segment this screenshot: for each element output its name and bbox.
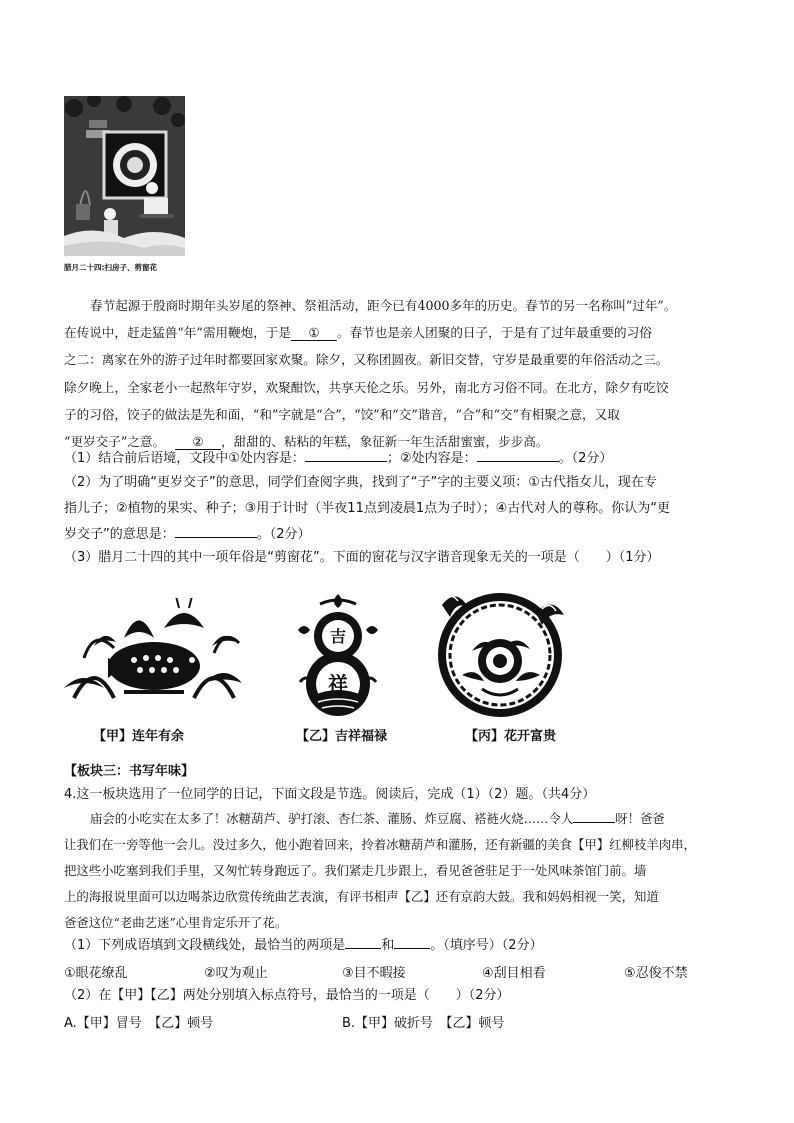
passage-spring-festival (64, 292, 736, 455)
peony-icon (432, 585, 570, 719)
papercut-fish-lotus (64, 598, 242, 710)
idiom-option[interactable]: ②叹为观止 (204, 966, 268, 981)
answer-blank-4b[interactable] (394, 934, 430, 949)
idiom-option[interactable]: ③目不暇接 (342, 966, 406, 981)
idiom-option[interactable]: ④刮目相看 (482, 966, 546, 981)
diary-passage (64, 806, 736, 936)
idiom-option[interactable]: ⑤忍俊不禁 (624, 966, 688, 981)
answer-blank-4a[interactable] (345, 934, 381, 949)
answer-blank-3[interactable] (175, 523, 257, 538)
diary-line: 庙会的小吃实在太多了！冰糖葫芦、驴打滚、杏仁茶、灌肠、炸豆腐、褡裢火烧……令人 呀！爸爸 (90, 811, 665, 826)
question-4-1: （1）下列成语填到文段横线处，最恰当的两项是 和 。（填序号）（2分） (64, 933, 740, 959)
papercut-caption-jia: 【甲】连年有余 (93, 729, 185, 744)
passage-line: 子的习俗，饺子的做法是先和面，“和”字就是“合”，“饺”和“交”谐音，“合”和“交”有相聚之意，又取 (64, 406, 620, 422)
answer-blank-2[interactable] (477, 447, 559, 462)
passage-line: 之二：离家在外的游子过年时都要回家欢聚。除夕，又称团圆夜。新旧交替，守岁是最重要的年俗活动之三。 (64, 352, 669, 368)
papercut-caption-yi: 【乙】吉祥福禄 (296, 729, 388, 744)
blank-2[interactable]: ② (175, 434, 221, 450)
fish-lotus-icon (64, 598, 242, 710)
blank-1[interactable]: ① (291, 325, 337, 341)
idiom-option[interactable]: ①眼花缭乱 (64, 966, 128, 981)
choice-a[interactable]: A.【甲】冒号 【乙】顿号 (64, 1016, 214, 1031)
gourd-char-xiang: 祥 (328, 672, 348, 696)
question-4-intro: 4.这一板块选用了一位同学的日记，下面文段是节选。阅读后，完成（1）（2）题。（共4分） (64, 787, 596, 802)
gourd-char-ji: 吉 (329, 627, 347, 646)
gourd-icon (290, 592, 386, 718)
diary-line: 让我们在一旁等他一会儿。没过多久，他小跑着回来，拎着冰糖葫芦和灌肠，还有新疆的美食【甲】红柳枝羊肉串， (64, 837, 696, 852)
diary-line: 上的海报说里面可以边喝茶边欣赏传统曲艺表演，有评书相声【乙】还有京韵大鼓。我和妈妈相视一笑，知道 (64, 889, 659, 904)
papercut-gourd (290, 592, 386, 718)
question-4-2: （2）在【甲】【乙】两处分别填入标点符号，最恰当的一项是（ ）（2分） (64, 988, 510, 1003)
papercut-peony (432, 585, 570, 719)
diary-line: 把这些小吃塞到我们手里，又匆忙转身跑远了。我们紧走几步跟上，看见爸爸驻足于一处风味茶馆门前。墙 (64, 863, 647, 878)
passage-line: 在传说中，赶走猛兽“年”需用鞭炮，于是 ① 。春节也是亲人团聚的日子，于是有了过年最重要的习俗 (64, 325, 652, 341)
answer-blank-1[interactable] (305, 447, 387, 462)
illustration-drawing (64, 96, 185, 256)
passage-line: 春节起源于殷商时期年头岁尾的祭神、祭祖活动，距今已有4000多年的历史。春节的另一名称叫“过年”。 (90, 298, 677, 313)
diary-line: 爸爸这位“老曲艺迷”心里肯定乐开了花。 (64, 915, 288, 930)
question-1: （1）结合前后语境，文段中①处内容是： ；②处内容是： 。（2分） (64, 446, 740, 472)
passage-line: “更岁交子”之意。 ② ，甜甜的、粘粘的年糕，象征新一年生活甜蜜蜜，步步高。 (64, 434, 549, 450)
illustration-caption: 腊月二十四:扫房子、剪窗花 (64, 263, 157, 272)
question-2: （2）为了明确“更岁交子”的意思，同学们查阅字典，找到了“子”字的主要义项：①古代指女儿，现在专 指儿子；②植物的果实、种子；③用于计时（半夜11点到凌晨1点为子时）；④古代对人的尊称。你认为“更 岁交子”的意思是： 。（2分） (64, 475, 671, 542)
passage-line: 除夕晚上，全家老小一起熬年守岁，欢聚酣饮，共享天伦之乐。另外，南北方习俗不同。在北方，除夕有吃饺 (64, 379, 669, 395)
new-year-illustration (64, 96, 185, 256)
section-title: 【板块三：书写年味】 (64, 764, 195, 779)
question-3: （3）腊月二十四的其中一项年俗是“剪窗花”。下面的窗花与汉字谐音现象无关的一项是（ ）（1分） (64, 550, 660, 565)
choice-b[interactable]: B.【甲】破折号 【乙】顿号 (342, 1016, 505, 1031)
papercut-caption-bing: 【丙】花开富贵 (465, 729, 557, 744)
idiom-blank[interactable] (573, 822, 615, 823)
